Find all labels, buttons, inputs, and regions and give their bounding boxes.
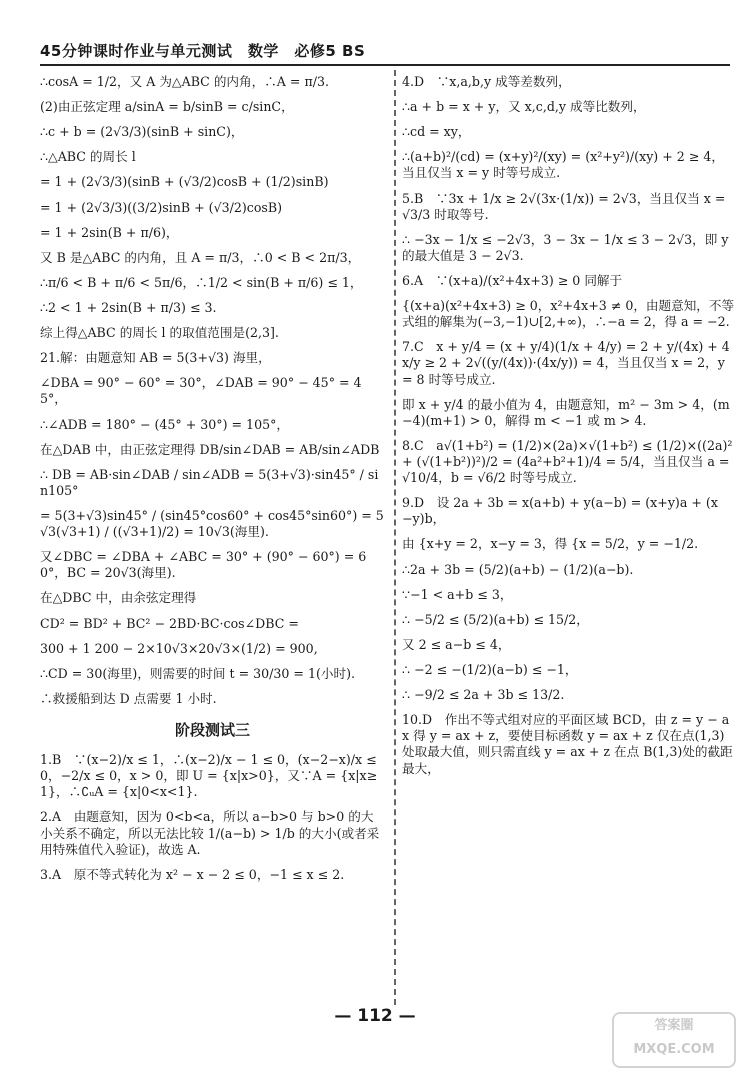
page-number: — 112 —: [334, 1006, 416, 1026]
left-line: = 1 + (2√3/3)(sinB + (√3/2)cosB + (1/2)sinB): [40, 174, 329, 190]
left-line: = 5(3+√3)sin45° / (sin45°cos60° + cos45°sin60°) = 5√3(√3+1) / ((√3+1)/2) = 10√3(海里).: [40, 507, 384, 540]
answer-3: 3.A 原不等式转化为 x² − x − 2 ≤ 0，−1 ≤ x ≤ 2.: [40, 866, 345, 882]
right-line: ∴2a + 3b = (5/2)(a+b) − (1/2)(a−b).: [402, 561, 634, 577]
right-line: ∴a + b = x + y，又 x,c,d,y 成等比数列，: [402, 99, 646, 115]
left-line: ∴∠ADB = 180° − (45° + 30°) = 105°，: [40, 416, 289, 432]
left-line: ∴c + b = (2√3/3)(sinB + sinC)，: [40, 124, 244, 140]
left-column: [40, 74, 385, 892]
right-line: 10.D 作出不等式组对应的平面区域 BCD，由 z = y − ax 得 y = ax + z，要使目标函数 y = ax + z 仅在点(1,3)处取最大值，则只需直线 y = ax + z 在点 B(1,3)处的截距最大，: [402, 712, 733, 776]
left-line: 又 B 是△ABC 的内角，且 A = π/3，∴0 < B < 2π/3，: [40, 249, 361, 265]
answer-2: 2.A 由题意知，因为 0<b<a，所以 a−b>0 与 b>0 的大小关系不确定，所以无法比较 1/(a−b) > 1/b 的大小(或者采用特殊值代入验证)，故选 A.: [40, 809, 380, 857]
left-line: ∴cosA = 1/2，又 A 为△ABC 的内角，∴A = π/3.: [40, 74, 329, 89]
header-rule: [40, 64, 730, 66]
right-line: ∴ −5/2 ≤ (5/2)(a+b) ≤ 15/2，: [402, 611, 589, 627]
right-line: ∴ −2 ≤ −(1/2)(a−b) ≤ −1，: [402, 661, 578, 677]
left-line: 综上得△ABC 的周长 l 的取值范围是(2,3].: [40, 325, 279, 341]
left-line: = 1 + 2sin(B + π/6)，: [40, 224, 179, 240]
right-line: ∵−1 < a+b ≤ 3，: [402, 586, 513, 602]
left-line: (2)由正弦定理 a/sinA = b/sinB = c/sinC，: [40, 99, 294, 115]
left-line: 300 + 1 200 − 2×10√3×20√3×(1/2) = 900,: [40, 640, 318, 656]
left-line: ∠DBA = 90° − 60° = 30°，∠DAB = 90° − 45° = 45°，: [40, 375, 362, 407]
left-line: ∴2 < 1 + 2sin(B + π/3) ≤ 3.: [40, 299, 217, 315]
left-line: = 1 + (2√3/3)((3/2)sinB + (√3/2)cosB): [40, 199, 283, 215]
right-line: 4.D ∵x,a,b,y 成等差数列，: [402, 74, 571, 89]
column-divider: [394, 70, 396, 1005]
left-line: ∴π/6 < B + π/6 < 5π/6，∴1/2 < sin(B + π/6) ≤ 1，: [40, 274, 363, 290]
section-title: 阶段测试三: [174, 720, 250, 739]
left-line: 21.解：由题意知 AB = 5(3+√3) 海里，: [40, 350, 271, 366]
left-line: ∴△ABC 的周长 l: [40, 149, 136, 165]
left-line: ∴救援船到达 D 点需要 1 小时.: [40, 690, 217, 706]
left-line: CD² = BD² + BC² − 2BD·BC·cos∠DBC =: [40, 615, 299, 631]
right-line: 8.C a√(1+b²) = (1/2)×(2a)×√(1+b²) ≤ (1/2)×((2a)² + (√(1+b²))²)/2 = (4a²+b²+1)/4 = 5/4，当且仅当 a = √10/4，b = √6/2 时等号成立.: [402, 437, 737, 486]
right-line: 即 x + y/4 的最小值为 4，由题意知，m² − 3m > 4，(m−4)(m+1) > 0，解得 m < −1 或 m > 4.: [402, 396, 730, 428]
right-line: 由 {x+y = 2，x−y = 3，得 {x = 5/2，y = −1/2.: [402, 536, 699, 552]
right-line: ∴cd = xy，: [402, 124, 471, 140]
left-line: 在△DBC 中，由余弦定理得: [40, 590, 197, 606]
left-line: ∴ DB = AB·sin∠DAB / sin∠ADB = 5(3+√3)·sin45° / sin105°: [40, 466, 379, 498]
right-line: ∴(a+b)²/(cd) = (x+y)²/(xy) = (x²+y²)/(xy) + 2 ≥ 4，当且仅当 x = y 时等号成立.: [402, 149, 724, 181]
page-header: 45分钟课时作业与单元测试 数学 必修5 BS: [40, 42, 366, 60]
right-line: 6.A ∵(x+a)/(x²+4x+3) ≥ 0 同解于: [402, 272, 623, 288]
right-column: [402, 74, 736, 786]
left-line: ∴CD = 30(海里)，则需要的时间 t = 30/30 = 1(小时).: [40, 665, 356, 681]
right-line: ∴ −3x − 1/x ≤ −2√3，3 − 3x − 1/x ≤ 3 − 2√3，即 y 的最大值是 3 − 2√3.: [402, 231, 733, 263]
right-line: ∴ −9/2 ≤ 2a + 3b ≤ 13/2.: [402, 687, 565, 703]
watermark-bottom: MXQE.COM: [633, 1042, 715, 1057]
right-line: 又 2 ≤ a−b ≤ 4，: [402, 636, 511, 652]
left-line: 又∠DBC = ∠DBA + ∠ABC = 30° + (90° − 60°) = 60°，BC = 20√3(海里).: [40, 549, 367, 581]
watermark-top: 答案圈: [654, 1018, 694, 1033]
right-line: 5.B ∵3x + 1/x ≥ 2√(3x·(1/x)) = 2√3，当且仅当 x = √3/3 时取等号.: [402, 190, 730, 222]
left-line: 在△DAB 中，由正弦定理得 DB/sin∠DAB = AB/sin∠ADB: [40, 441, 380, 457]
right-line: {(x+a)(x²+4x+3) ≥ 0，x²+4x+3 ≠ 0，由题意知，不等式组的解集为(−3,−1)∪[2,+∞)，∴−a = 2，得 a = −2.: [402, 298, 735, 330]
answer-1: 1.B ∵(x−2)/x ≤ 1，∴(x−2)/x − 1 ≤ 0，(x−2−x)/x ≤ 0，−2/x ≤ 0，x > 0，即 U = {x|x>0}，又∵A = {x|x≥1}，∴∁ᵤA = {x|0<x<1}.: [40, 752, 381, 800]
right-line: 7.C x + y/4 = (x + y/4)(1/x + 4/y) = 2 + y/(4x) + 4x/y ≥ 2 + 2√((y/(4x))·(4x/y)) = 4，当且仅当 x = 2，y = 8 时等号成立.: [402, 339, 730, 387]
watermark-logo: [612, 1012, 736, 1068]
right-line: 9.D 设 2a + 3b = x(a+b) + y(a−b) = (x+y)a + (x−y)b，: [402, 495, 718, 527]
